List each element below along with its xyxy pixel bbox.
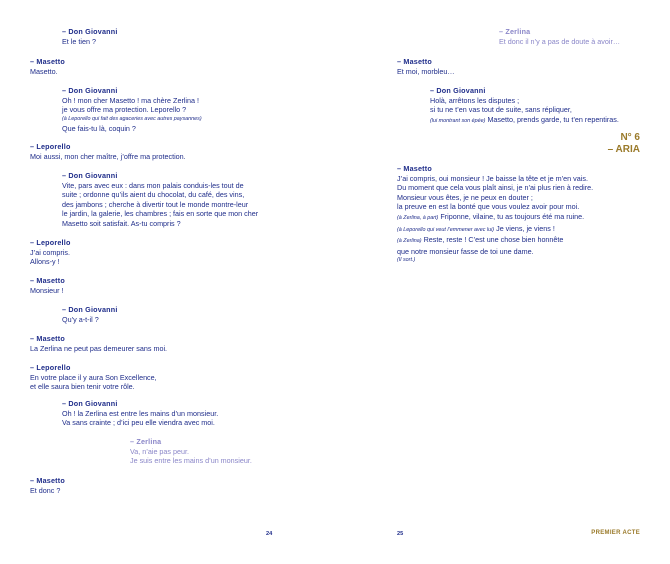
speaker-name: – Zerlina: [499, 27, 531, 36]
dialogue-line: suite ; ordonne qu’ils aient du chocolat, du café, des vins,: [62, 190, 245, 200]
entry-masetto-4: [30, 476, 65, 495]
speaker-name: – Masetto: [30, 476, 65, 485]
stage-direction: (à Leporello qui fait des agaceries avec autres paysannes): [62, 115, 202, 122]
dialogue-line-with-stage: [397, 212, 593, 224]
speaker-name: – Don Giovanni: [62, 27, 118, 36]
speaker-name: – Masetto: [397, 57, 432, 66]
dialogue-line-with-stage: [430, 115, 619, 127]
running-head: PREMIER ACTE: [591, 530, 640, 536]
dialogue-line: Masetto soit satisfait. As-tu compris ?: [62, 218, 181, 228]
entry-don-giovanni-3: [62, 171, 258, 229]
speaker-name: – Masetto: [30, 57, 65, 66]
speaker-name: – Masetto: [30, 334, 65, 343]
speaker-name: – Leporello: [30, 238, 71, 247]
dialogue-line: des jambons ; cherche à divertir tout le monde montre-leur: [62, 199, 249, 209]
entry-masetto-2: [30, 276, 65, 295]
dialogue-line: J’ai compris, oui monsieur ! Je baisse la tête et je m’en vais.: [397, 173, 588, 183]
entry-don-giovanni-1: [62, 27, 118, 46]
speaker-name: – Zerlina: [130, 437, 162, 446]
dialogue-line: si tu ne t’en vas tout de suite, sans répliquer,: [430, 105, 572, 115]
dialogue-line: Va, n’aie pas peur.: [130, 446, 190, 456]
aria-label: – ARIA: [607, 144, 640, 155]
entry-don-giovanni-6: [430, 86, 619, 126]
dialogue-line: la preuve en est la bonté que vous voulez avoir pour moi.: [397, 202, 580, 212]
dialogue-line: Vite, pars avec eux : dans mon palais conduis-les tout de: [62, 180, 244, 190]
dialogue-line: je vous offre ma protection. Leporello ?: [62, 105, 187, 115]
right-page: [335, 0, 670, 564]
entry-zerlina-2: [499, 27, 620, 46]
dialogue-line: Et donc ?: [30, 485, 61, 495]
dialogue-line: Que fais-tu là, coquin ?: [62, 124, 136, 134]
speaker-name: – Don Giovanni: [62, 305, 118, 314]
dialogue-line: et elle saura bien tenir votre rôle.: [30, 382, 135, 392]
entry-masetto-1: [30, 57, 65, 76]
dialogue-text: Masetto, prends garde, tu t’en repentiras.: [487, 114, 619, 124]
dialogue-text: Friponne, vilaine, tu as toujours été ma ruine.: [440, 211, 585, 221]
stage-direction: (lui montrant son épée): [430, 117, 486, 124]
speaker-name: – Leporello: [30, 363, 71, 372]
speaker-name: – Leporello: [30, 142, 71, 151]
dialogue-line: Je suis entre les mains d’un monsieur.: [130, 456, 252, 466]
speaker-name: – Don Giovanni: [62, 399, 118, 408]
speaker-name: – Masetto: [30, 276, 65, 285]
entry-zerlina-1: [130, 437, 252, 466]
stage-direction: (à Zerlina, à part): [397, 214, 439, 221]
dialogue-text: Je viens, je viens !: [496, 223, 555, 233]
aria-number: N° 6: [620, 132, 640, 143]
entry-masetto-5: [397, 57, 455, 76]
dialogue-line: Monsieur !: [30, 285, 64, 295]
dialogue-line: Et le tien ?: [62, 36, 96, 46]
entry-leporello-1: [30, 142, 186, 161]
dialogue-line: Oh ! la Zerlina est entre les mains d’un monsieur.: [62, 408, 219, 418]
aria-heading: [608, 132, 640, 156]
dialogue-line: Va sans crainte ; d’ici peu elle viendra avec moi.: [62, 418, 215, 428]
dialogue-line: Monsieur vous êtes, je ne peux en douter ;: [397, 192, 533, 202]
dialogue-line: En votre place il y aura Son Excellence,: [30, 372, 157, 382]
entry-masetto-3: [30, 334, 167, 353]
entry-don-giovanni-5: [62, 399, 218, 428]
speaker-name: – Don Giovanni: [62, 86, 118, 95]
dialogue-line: le jardin, la galerie, les chambres ; fais en sorte que mon cher: [62, 209, 259, 219]
dialogue-line: Qu’y a-t-il ?: [62, 314, 99, 324]
entry-leporello-3: [30, 363, 157, 392]
dialogue-line: Du moment que cela vous plaît ainsi, je n’ai plus rien à redire.: [397, 183, 594, 193]
dialogue-line-with-stage: [397, 235, 593, 247]
dialogue-line: J’ai compris.: [30, 247, 70, 257]
entry-leporello-2: [30, 238, 71, 267]
speaker-name: – Don Giovanni: [430, 86, 486, 95]
entry-don-giovanni-4: [62, 305, 118, 324]
dialogue-text: Reste, reste ! C’est une chose bien honnête: [423, 235, 564, 245]
stage-direction: (Il sort.): [397, 257, 416, 264]
entry-don-giovanni-2: [62, 86, 202, 134]
dialogue-line: Moi aussi, mon cher maître, j’offre ma protection.: [30, 151, 186, 161]
dialogue-line: La Zerlina ne peut pas demeurer sans moi.: [30, 343, 168, 353]
page-number: 25: [397, 531, 404, 537]
entry-masetto-aria: [397, 164, 593, 266]
dialogue-line: Holà, arrêtons les disputes ;: [430, 95, 520, 105]
dialogue-line: Masetto.: [30, 66, 58, 76]
page-number: 24: [266, 531, 273, 537]
dialogue-line: Et donc il n’y a pas de doute à avoir…: [499, 36, 621, 46]
speaker-name: – Don Giovanni: [62, 171, 118, 180]
stage-direction: (à Leporello qui veut l’emmener avec lui): [397, 226, 495, 233]
dialogue-line-with-stage: [397, 224, 593, 236]
dialogue-line: que notre monsieur fasse de toi une dame.: [397, 246, 534, 256]
stage-direction: (à Zerlina): [397, 238, 422, 245]
dialogue-line: Oh ! mon cher Masetto ! ma chère Zerlina !: [62, 95, 200, 105]
speaker-name: – Masetto: [397, 164, 432, 173]
dialogue-line: Et moi, morbleu…: [397, 66, 455, 76]
dialogue-line: Allons-y !: [30, 257, 60, 267]
